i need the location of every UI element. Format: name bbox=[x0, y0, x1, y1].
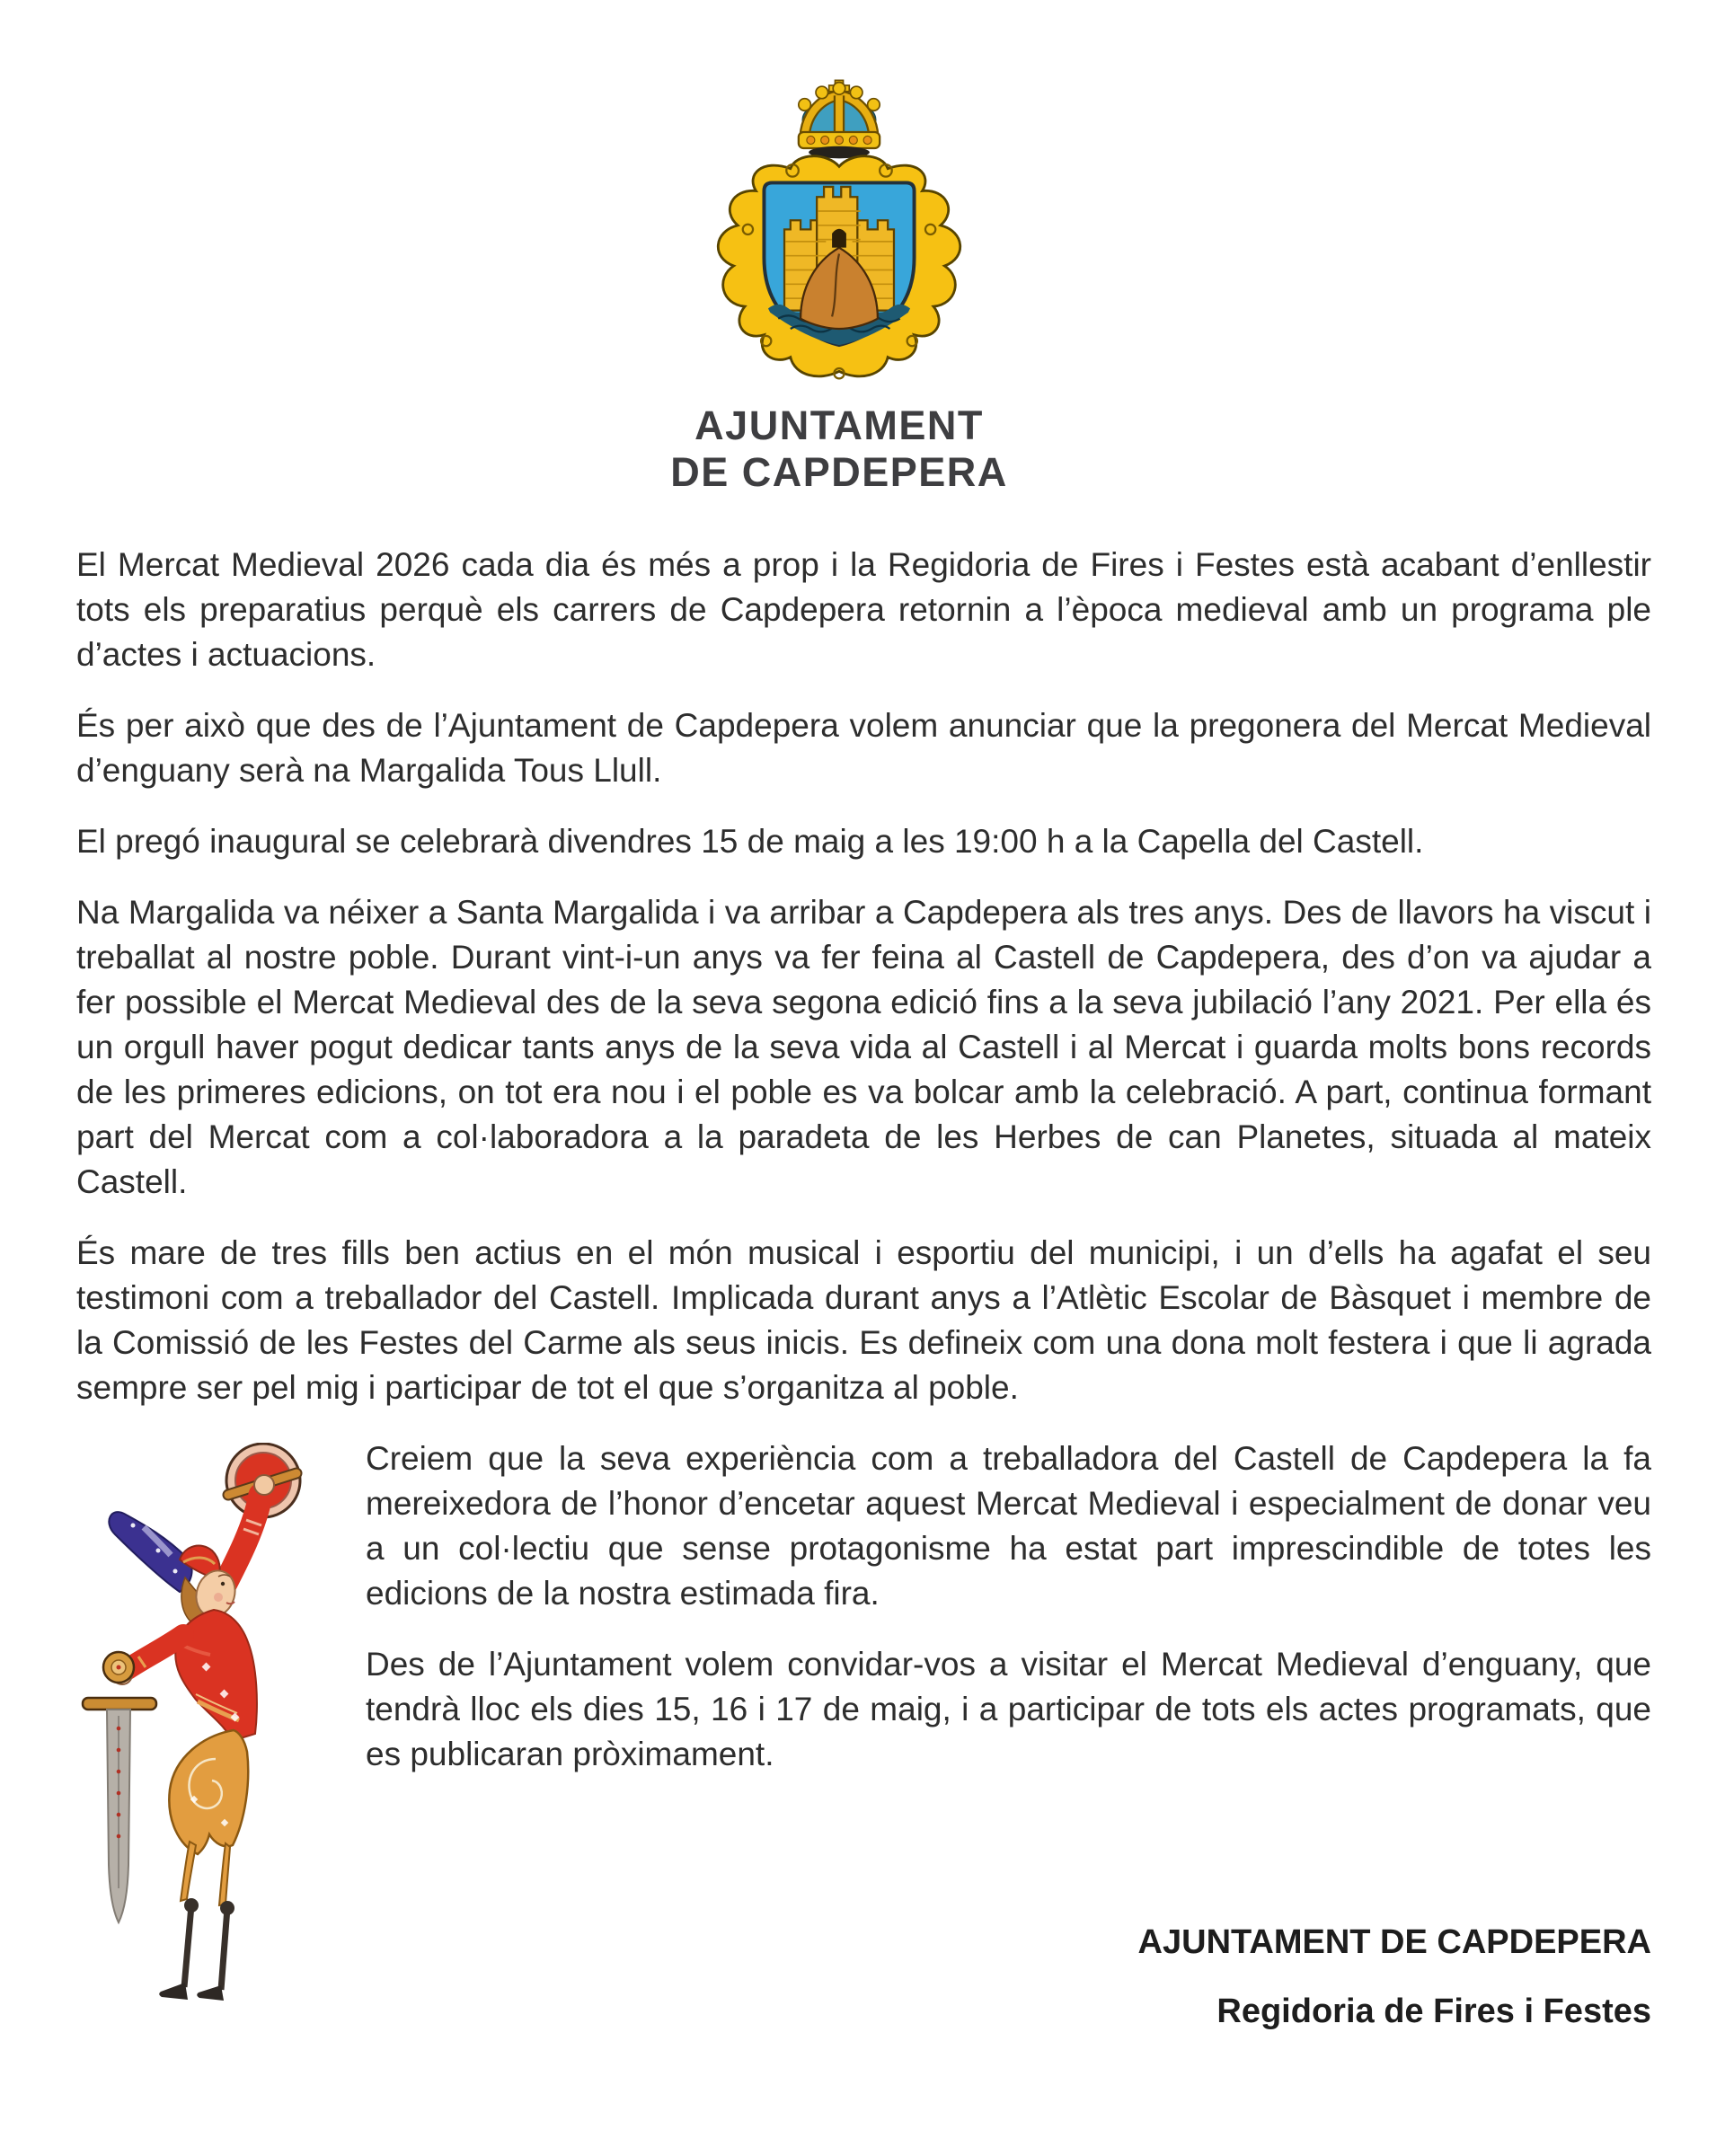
paragraph-1: El Mercat Medieval 2026 cada dia és més a prop i la Regidoria de Fires i Festes està acabant d’enllestir tots els preparatius perquè els carrers de Capdepera retornin a l’època medieval amb un programa ple d’actes i actuacions. bbox=[76, 546, 1651, 673]
signature-org: AJUNTAMENT DE CAPDEPERA bbox=[1137, 1923, 1651, 1961]
org-title-line2: DE CAPDEPERA bbox=[670, 449, 1008, 495]
medieval-performer-icon bbox=[79, 1443, 308, 2018]
paragraph-7: Des de l’Ajuntament volem convidar-vos a visitar el Mercat Medieval d’enguany, que tendrà lloc els dies 15, 16 i 17 de maig, i a participar de tots els actes programats, que es publicaran pròximament. bbox=[366, 1646, 1651, 1772]
paragraph-6: Creiem que la seva experiència com a treballadora del Castell de Capdepera la fa mereixedora de l’honor d’encetar aquest Mercat Medieval i especialment de donar veu a un col·lectiu que sense protagonisme ha estat part imprescindible de totes les edicions de la nostra estimada fira. bbox=[366, 1440, 1651, 1612]
capdepera-coat-of-arms-icon bbox=[686, 77, 992, 392]
signature-block bbox=[1138, 1922, 1651, 2031]
letter-body bbox=[76, 543, 1651, 1803]
paragraph-5: És mare de tres fills ben actius en el món musical i esportiu del municipi, i un d’ells ha agafat el seu testimoni com a treballador del Castell. Implicada durant anys a l’Atlètic Escolar de Bàsquet i membre de la Comissió de les Festes del Carme als seus inicis. Es defineix com una dona molt festera i que li agrada sempre ser pel mig i participar de tot el que s’organitza al poble. bbox=[76, 1234, 1651, 1406]
signature-department: Regidoria de Fires i Festes bbox=[1216, 1993, 1651, 2030]
paragraph-4: Na Margalida va néixer a Santa Margalida i va arribar a Capdepera als tres anys. Des de llavors ha viscut i treballat al nostre poble. Durant vint-i-un anys va fer feina al Castell de Capdepera, des d’on va ajudar a fer possible el Mercat Medieval des de la seva segona edició fins a la seva jubilació l’any 2021. Per ella és un orgull haver pogut dedicar tants anys de la seva vida al Castell i al Mercat i guarda molts bons records de les primeres edicions, on tot era nou i el poble es va bolcar amb la celebració. A part, continua formant part del Mercat com a col·laboradora a la paradeta de les Herbes de can Planetes, situada al mateix Castell. bbox=[76, 894, 1651, 1200]
document-header bbox=[471, 77, 1208, 496]
org-title-line1: AJUNTAMENT bbox=[694, 402, 984, 448]
indented-block bbox=[366, 1436, 1651, 1777]
paragraph-3: El pregó inaugural se celebrarà divendres 15 de maig a les 19:00 h a la Capella del Castell. bbox=[76, 823, 1424, 860]
paragraph-2: És per això que des de l’Ajuntament de Capdepera volem anunciar que la pregonera del Mercat Medieval d’enguany serà na Margalida Tous Llull. bbox=[76, 707, 1651, 789]
shield-field bbox=[764, 182, 914, 345]
medieval-stilt-performer-illustration bbox=[79, 1443, 308, 2018]
crown-icon bbox=[799, 80, 880, 158]
